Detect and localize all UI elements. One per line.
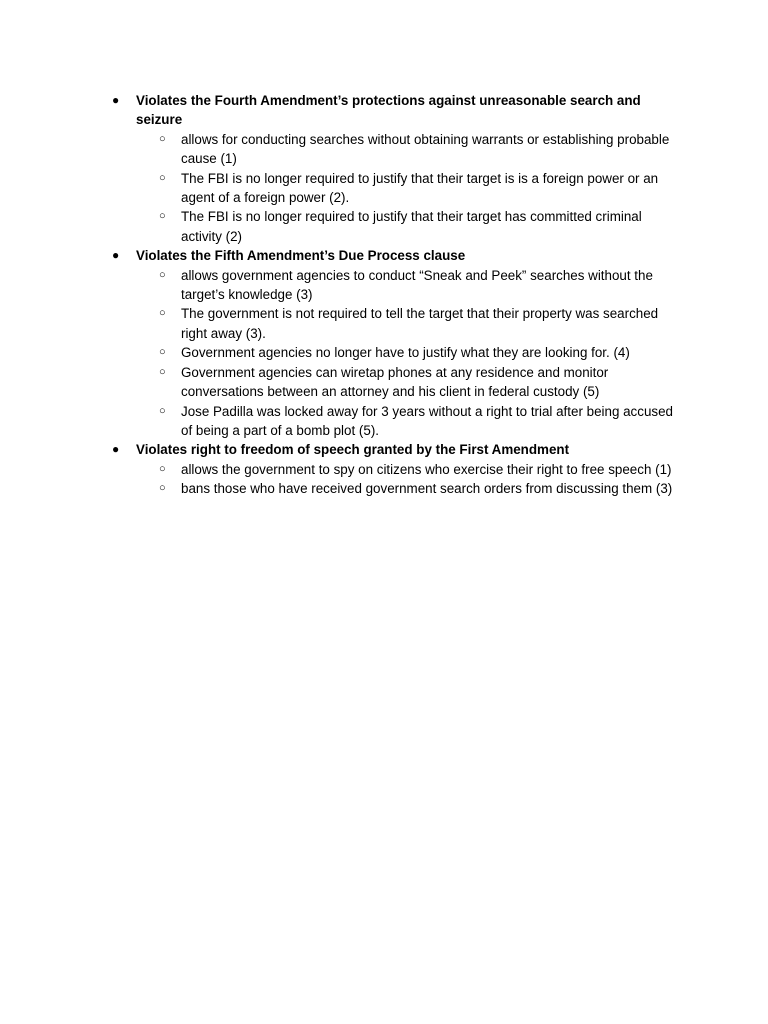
circle-bullet-icon: ○ <box>159 346 166 359</box>
bullet-icon: ● <box>112 248 120 263</box>
section-first-amendment <box>0 440 768 498</box>
circle-bullet-icon: ○ <box>159 132 166 145</box>
circle-bullet-icon: ○ <box>159 210 166 223</box>
section-heading: Violates the Fifth Amendment’s Due Process clause <box>136 248 466 264</box>
circle-bullet-icon: ○ <box>159 268 166 281</box>
list-item-text: The government is not required to tell the target that their property was searched right away (3). <box>181 306 659 341</box>
section-fourth-amendment <box>0 91 768 246</box>
section-heading: Violates the Fourth Amendment’s protections against unreasonable search and seizure <box>136 93 641 128</box>
list-item <box>159 343 676 362</box>
list-item-text: allows for conducting searches without obtaining warrants or establishing probable cause (1) <box>181 131 670 167</box>
list-item-text: The FBI is no longer required to justify that their target has committed criminal activity (2) <box>181 209 642 244</box>
list-item-text: allows the government to spy on citizens who exercise their right to free speech (1) <box>181 461 672 477</box>
section-fifth-amendment <box>0 246 768 440</box>
section-heading: Violates right to freedom of speech granted by the First Amendment <box>136 442 570 458</box>
sub-list <box>136 266 680 441</box>
bullet-outline <box>0 91 768 499</box>
circle-bullet-icon: ○ <box>159 307 166 320</box>
list-item <box>159 304 676 343</box>
circle-bullet-icon: ○ <box>159 482 166 495</box>
list-item <box>159 479 676 498</box>
circle-bullet-icon: ○ <box>159 365 166 378</box>
list-item-text: Government agencies no longer have to justify what they are looking for. (4) <box>181 345 630 361</box>
list-item <box>159 402 676 441</box>
sub-list <box>136 130 680 246</box>
list-item <box>159 266 676 305</box>
list-item <box>159 207 676 246</box>
circle-bullet-icon: ○ <box>159 462 166 475</box>
circle-bullet-icon: ○ <box>159 404 166 417</box>
bullet-icon: ● <box>112 93 120 107</box>
list-item-text: allows government agencies to conduct “Sneak and Peek” searches without the target’s knowledge (3) <box>181 267 653 303</box>
bullet-icon: ● <box>112 442 120 457</box>
list-item <box>159 169 676 208</box>
list-item-text: bans those who have received government search orders from discussing them (3) <box>181 481 673 497</box>
list-item <box>159 130 676 169</box>
list-item-text: The FBI is no longer required to justify that their target is is a foreign power or an agent of a foreign power (2). <box>181 170 659 206</box>
sub-list <box>136 460 680 499</box>
list-item-text: Government agencies can wiretap phones at any residence and monitor conversations between an attorney and his client in federal custody (5) <box>181 364 609 400</box>
list-item <box>159 363 676 402</box>
list-item <box>159 460 676 479</box>
list-item-text: Jose Padilla was locked away for 3 years without a right to trial after being accused of being a part of a bomb plot (5). <box>181 403 673 438</box>
circle-bullet-icon: ○ <box>159 171 166 184</box>
